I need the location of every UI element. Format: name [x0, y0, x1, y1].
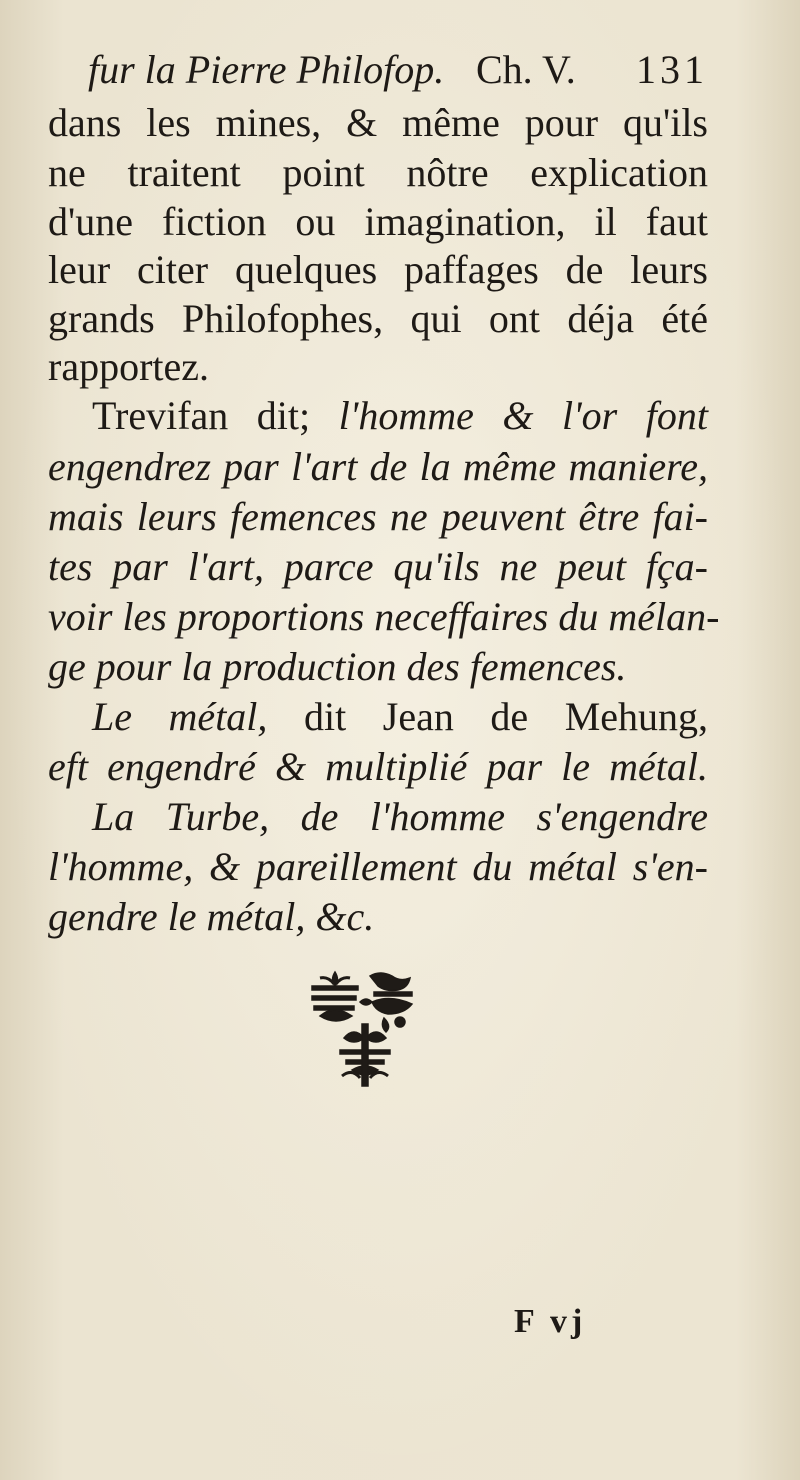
italic-quote-line: eft engendré & multiplié par le métal. [48, 744, 708, 789]
text-line [92, 391, 708, 441]
running-header [88, 46, 708, 94]
text-line: grands Philofophes, qui ont déja été [48, 296, 708, 341]
italic-quote-line: mais leurs femences ne peuvent être fai- [48, 494, 708, 539]
text-span: dit Jean de Mehung, [303, 694, 709, 739]
text-line: dans les mines, & même pour qu'ils [48, 100, 708, 145]
chapter-label: Ch. V. [476, 47, 576, 92]
italic-quote-line: La Turbe, de l'homme s'engendre [92, 794, 708, 839]
italic-quote-line: tes par l'art, parce qu'ils ne peut fça- [48, 544, 708, 589]
text-line: d'une fiction ou imagination, il faut [48, 199, 708, 244]
italic-quote-line: l'homme, & pareillement du métal s'en- [48, 844, 708, 889]
running-title: fur la Pierre Philofop. [88, 47, 445, 92]
page-number: 131 [636, 47, 708, 92]
text-line: leur citer quelques paffages de leurs [48, 247, 708, 292]
text-span: Trevifan dit; [92, 393, 311, 438]
italic-quote-line: engendrez par l'art de la même maniere, [48, 444, 708, 489]
italic-quote: l'homme & l'or font [338, 393, 708, 438]
italic-quote-line: voir les proportions neceffaires du mélan- [48, 594, 720, 639]
text-line: rapportez. [48, 344, 210, 389]
text-line: ne traitent point nôtre explication [48, 150, 708, 195]
italic-quote-line: gendre le métal, &c. [48, 894, 375, 939]
italic-quote-line: ge pour la production des femences. [48, 644, 627, 689]
text-line [92, 692, 708, 742]
italic-quote: Le métal, [92, 694, 268, 739]
signature-mark: F vj [514, 1303, 587, 1340]
floral-tailpiece-ornament-icon [300, 968, 430, 1088]
